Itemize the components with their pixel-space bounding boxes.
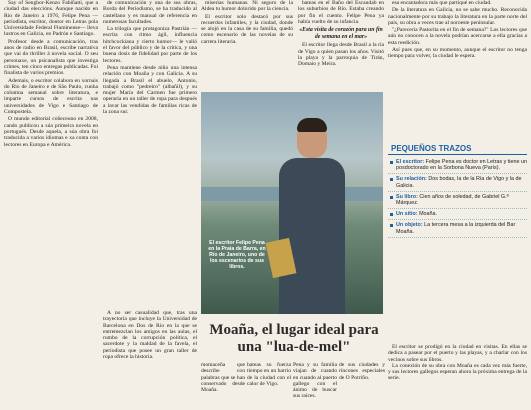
sidebar-item-text: Moaña. <box>419 211 438 218</box>
sidebar-item-text: Cien años de soledad, de Gabriel G.ª Márquez. <box>396 193 509 207</box>
sidebar-item <box>388 174 527 191</box>
paragraph: de comunicación y una de sus obras, Borda del Periodismo, se ha traducido al castellano y es manual de referencia en numerosas facultades. <box>103 0 197 25</box>
paragraph: "¿Parecería Pastorita en el fin de semana?" Los lectores que aún no conocen a la novela podrían acercarse a ella gracias a esta reedición. <box>388 27 527 46</box>
sidebar-item-label: Un objeto: <box>396 222 423 229</box>
paragraph: El escritor solo destacó por sus recuerdos infantiles, y la ciudad, donde se alojó en la casa de su familia, quedó como escenario de las novelas de su carrera literaria. <box>201 13 293 45</box>
article-lower-column-2: momaceña que describe con palabras que se han conservado desde Moaña. <box>201 362 245 394</box>
sidebar-item <box>388 209 527 220</box>
sidebar-list <box>388 155 527 238</box>
paragraph: O mundo editorial coñeceuno en 2008, cando publicou a súa primeira novela en portugués. Desde aquela, a súa obra foi traducida a varios idiomas e xa conta con lectores en Europa e América. <box>4 116 98 148</box>
author-photo <box>201 92 383 314</box>
paragraph: Pena mantiene desde niño una intensa relación con Moaña y con Galicia. A su llegada a Brasil el abuelo, Antonio, trabajó como "pedreiro" (albañil), y su mujer María del Carmen fue primero operaria en un taller de ropa para después a lavar las vendidas de familias ricas de la zona sur. <box>103 64 197 116</box>
article-column-3 <box>201 0 293 88</box>
headline: Moaña, el lugar ideal para una "lua-de-mel" <box>209 322 379 355</box>
paragraph: Say of Senghor-Kenzo Fabiñatti, que a ciudad das eleccións. Aunque nacido en Rio de Janeiro a 1976, Felipe Pena —periodista, escritor, doutor en Letras pola Universidade Federal Fluminense— lleva lustros en Galicia, en Padrón e Santiago. <box>4 0 98 38</box>
paragraph: El escritor llega desde Brasil a la ría de Vigo a quien pasan los años. Visitó la playa y la parroquia de Tirán, Domaio y Meira. <box>298 42 384 68</box>
paragraph: Profesor desde a comunicación, tras anos de radio en Brasil, escribe narrativa que vai do thriller á novela social. O seu personaxe, un psicanalista que investiga crimes, ten cinco entregas publicadas. Foi finalista de varios premios. <box>4 38 98 77</box>
sidebar-item-label: Un sitio: <box>396 211 418 218</box>
sidebar-item <box>388 220 527 237</box>
paragraph: La trilogía que protagoniza Pastrián —escrita con ritmo ágil, influencia hitchcockiana y cierto humor— le valió el favor del público y de la crítica, y una buena dosis de fidelidad por parte de los lectores. <box>103 26 197 64</box>
sidebar-item-text: La tercera mesa a la izquierda del Bar Moaña. <box>396 222 516 235</box>
paragraph: De la literatura en Galicia, no se sabe mucho. Reconocida nacionalmente por su trabajo la literatura en la parte norte del país, su obra a veces trae al noroeste peninsular. <box>388 7 527 26</box>
paragraph: miserias humanas. Ni seguro de la Aldea tu humor dolorido por la ciencia. <box>201 0 293 13</box>
article-column-1 <box>4 0 98 404</box>
paragraph: esa encantadora más que partiqué en ciudad. <box>392 0 492 6</box>
photo-person <box>279 120 345 314</box>
paragraph: A no ser casualidad que, tras una trayectoria que incluye la Universidad de Barcelona en Dos de Rio en la que se entremezclan los amigos en las aulas, el rumbo de la corrupción política, el sacerdote y la maldad de la favela, el periodista que posee un gran taller de ropa ofrece la historia. <box>103 310 197 361</box>
pull-quote: «Esta visita de corazón para un fin de semana en el mar» <box>299 27 383 40</box>
article-lower-column-1 <box>103 310 197 410</box>
paragraph: La conexión de su obra con Moaña es cada vez más fuerte, y sus lectores gallegos esperan ahora la próxima entrega de la serie. <box>388 362 527 382</box>
paragraph: Así pues que, en su momento, aunque el escritor no tenga tiempo para volver, la ciudad le espera. <box>388 47 527 60</box>
paragraph: Ademais, o escritor colabora en xornais do Rio de Janeiro e de São Paulo, cunha columna semanal sobre literatura, e imparte cursos de escrita nas universidades de Vigo e Santiago de Compostela. <box>4 77 98 116</box>
article-column-6 <box>388 344 527 410</box>
article-lower-column-4: Pena y su familia viajan de cuando en cuando al puerto gallego con el ánimo de buscar sus raíces. <box>293 362 337 400</box>
photo-hair <box>297 118 327 132</box>
sidebar-item <box>388 157 527 174</box>
photo-caption: El escritor Felipe Pena en la Praia de Barra, en Río de Janeiro, uno de los escenarios de sus libros. <box>208 240 266 270</box>
sidebar-title: PEQUEÑOS TRAZOS <box>388 142 527 155</box>
sidebar-box <box>388 142 527 342</box>
paragraph: El escritor se prodigó en la ciudad en visitas. En ellas se dedica a pasear por el puerto y las playas, y a charlar con los vecinos sobre sus libros. <box>388 344 527 363</box>
article-lower-column-5: de sus ciudades y rincones especiales de O Porriño. <box>339 362 385 381</box>
sidebar-item-text: Felipe Pena es doctor en Letras y tiene un posdoctorado en la Sorbona Nueva (París). <box>396 159 527 172</box>
sidebar-item-label: Su libro: <box>396 193 418 200</box>
article-lower-column-3: bateas su fuerza tiempo en un barrio de la ciudad con el calor de Vigo. <box>247 362 291 387</box>
paragraph: bateas en el Baño del Escaudab en los suburbios de Río. Estaba creando por fin el cuento. Felipe Pena ya había vuelto de su infancia. <box>298 0 384 25</box>
article-column-2 <box>103 0 197 248</box>
sidebar-item-label: El escritor: <box>396 159 425 165</box>
article-column-5 <box>388 0 527 140</box>
sidebar-item-label: Su relación: <box>396 176 427 183</box>
sidebar-item <box>388 192 527 209</box>
sidebar-item-text: Dos bodas, la de la Ría de Vigo y la de Galicia. <box>396 176 522 189</box>
photo-torso <box>279 158 345 314</box>
